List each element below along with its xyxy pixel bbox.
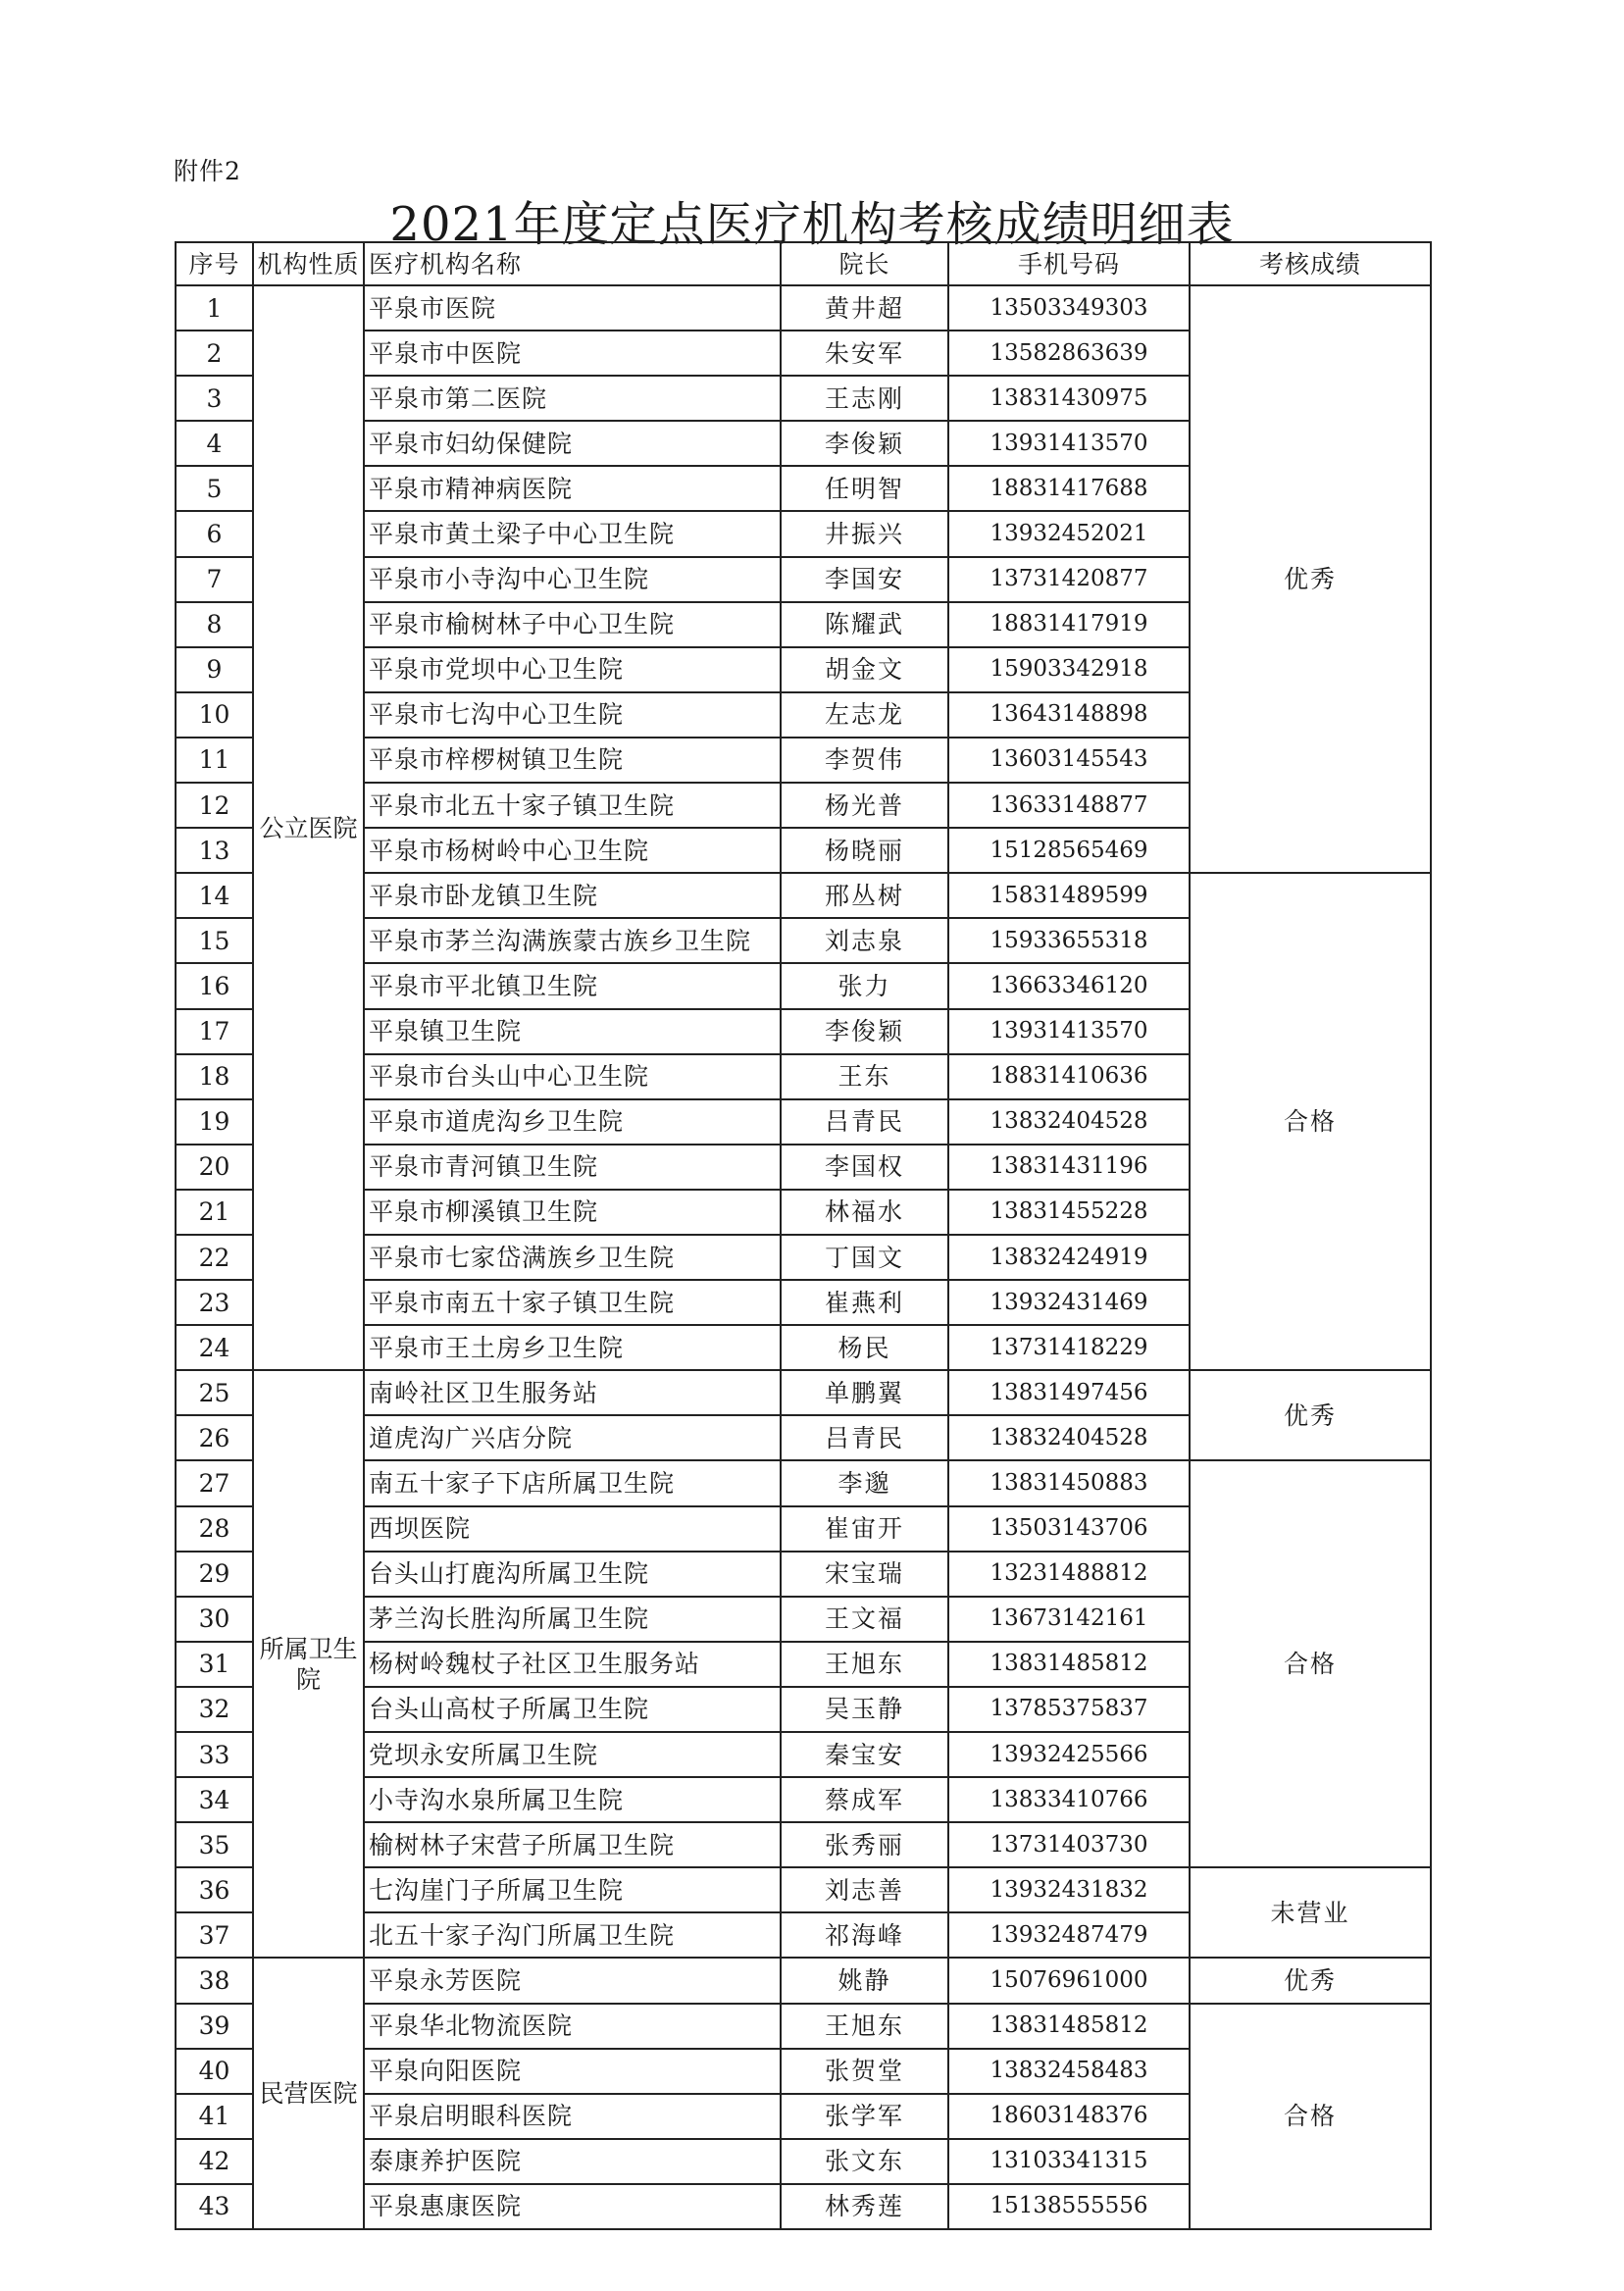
- institution-name: 平泉市七沟中心卫生院: [364, 692, 781, 738]
- row-number: 43: [176, 2184, 253, 2229]
- row-number: 20: [176, 1145, 253, 1190]
- director-name: 王东: [781, 1054, 948, 1099]
- table-row: [176, 2004, 1431, 2049]
- phone-number: 13832404528: [948, 1099, 1190, 1145]
- phone-number: 13831485812: [948, 1642, 1190, 1687]
- row-number: 25: [176, 1370, 253, 1415]
- director-name: 朱安军: [781, 331, 948, 376]
- row-number: 32: [176, 1687, 253, 1732]
- phone-number: 13731420877: [948, 557, 1190, 602]
- director-name: 张贺堂: [781, 2049, 948, 2094]
- institution-name: 平泉市北五十家子镇卫生院: [364, 783, 781, 828]
- institution-name: 平泉惠康医院: [364, 2184, 781, 2229]
- institution-name: 平泉市平北镇卫生院: [364, 963, 781, 1008]
- row-number: 9: [176, 647, 253, 692]
- director-name: 邢丛树: [781, 873, 948, 918]
- institution-name: 南五十家子下店所属卫生院: [364, 1460, 781, 1505]
- phone-number: 13643148898: [948, 692, 1190, 738]
- assessment-grade-cell: 合格: [1190, 1460, 1431, 1867]
- phone-number: 13831450883: [948, 1460, 1190, 1505]
- director-name: 刘志善: [781, 1867, 948, 1912]
- phone-number: 13673142161: [948, 1597, 1190, 1642]
- phone-number: 13731418229: [948, 1325, 1190, 1370]
- director-name: 杨民: [781, 1325, 948, 1370]
- column-header-name: 医疗机构名称: [364, 242, 781, 285]
- institution-name: 平泉市榆树林子中心卫生院: [364, 602, 781, 647]
- assessment-grade-cell: 合格: [1190, 873, 1431, 1370]
- row-number: 40: [176, 2049, 253, 2094]
- row-number: 13: [176, 828, 253, 873]
- phone-number: 18603148376: [948, 2094, 1190, 2139]
- phone-number: 13831485812: [948, 2004, 1190, 2049]
- institution-name: 平泉市道虎沟乡卫生院: [364, 1099, 781, 1145]
- director-name: 李国安: [781, 557, 948, 602]
- director-name: 张秀丽: [781, 1822, 948, 1867]
- row-number: 42: [176, 2139, 253, 2184]
- institution-name: 平泉启明眼科医院: [364, 2094, 781, 2139]
- row-number: 41: [176, 2094, 253, 2139]
- director-name: 崔燕利: [781, 1280, 948, 1325]
- director-name: 李俊颖: [781, 421, 948, 466]
- row-number: 18: [176, 1054, 253, 1099]
- assessment-grade-cell: 优秀: [1190, 285, 1431, 873]
- director-name: 李国权: [781, 1145, 948, 1190]
- institution-name: 平泉市精神病医院: [364, 466, 781, 511]
- phone-number: 13832404528: [948, 1415, 1190, 1460]
- director-name: 秦宝安: [781, 1732, 948, 1777]
- row-number: 16: [176, 963, 253, 1008]
- row-number: 37: [176, 1912, 253, 1958]
- column-header-grade: 考核成绩: [1190, 242, 1431, 285]
- institution-name: 小寺沟水泉所属卫生院: [364, 1777, 781, 1822]
- phone-number: 13832424919: [948, 1235, 1190, 1280]
- director-name: 陈耀武: [781, 602, 948, 647]
- phone-number: 18831417688: [948, 466, 1190, 511]
- phone-number: 13831430975: [948, 376, 1190, 421]
- director-name: 左志龙: [781, 692, 948, 738]
- row-number: 29: [176, 1552, 253, 1597]
- director-name: 蔡成军: [781, 1777, 948, 1822]
- institution-name: 平泉市南五十家子镇卫生院: [364, 1280, 781, 1325]
- phone-number: 13932431469: [948, 1280, 1190, 1325]
- phone-number: 13932452021: [948, 511, 1190, 556]
- director-name: 胡金文: [781, 647, 948, 692]
- institution-name: 茅兰沟长胜沟所属卫生院: [364, 1597, 781, 1642]
- phone-number: 13582863639: [948, 331, 1190, 376]
- institution-name: 台头山打鹿沟所属卫生院: [364, 1552, 781, 1597]
- institution-name: 西坝医院: [364, 1506, 781, 1552]
- director-name: 王旭东: [781, 1642, 948, 1687]
- table-row: [176, 1370, 1431, 1415]
- director-name: 张力: [781, 963, 948, 1008]
- row-number: 21: [176, 1190, 253, 1235]
- institution-name: 平泉市医院: [364, 285, 781, 331]
- director-name: 吕青民: [781, 1415, 948, 1460]
- row-number: 24: [176, 1325, 253, 1370]
- director-name: 刘志泉: [781, 918, 948, 963]
- row-number: 7: [176, 557, 253, 602]
- row-number: 1: [176, 285, 253, 331]
- phone-number: 13931413570: [948, 1009, 1190, 1054]
- phone-number: 18831410636: [948, 1054, 1190, 1099]
- row-number: 10: [176, 692, 253, 738]
- phone-number: 13663346120: [948, 963, 1190, 1008]
- institution-name: 平泉市柳溪镇卫生院: [364, 1190, 781, 1235]
- institution-name: 平泉市七家岱满族乡卫生院: [364, 1235, 781, 1280]
- institution-name: 杨树岭魏杖子社区卫生服务站: [364, 1642, 781, 1687]
- institution-name: 平泉市青河镇卫生院: [364, 1145, 781, 1190]
- table-header-row: [176, 242, 1431, 285]
- institution-name: 北五十家子沟门所属卫生院: [364, 1912, 781, 1958]
- institution-name: 平泉市茅兰沟满族蒙古族乡卫生院: [364, 918, 781, 963]
- assessment-table: [175, 241, 1432, 2230]
- phone-number: 13831455228: [948, 1190, 1190, 1235]
- row-number: 5: [176, 466, 253, 511]
- phone-number: 18831417919: [948, 602, 1190, 647]
- row-number: 33: [176, 1732, 253, 1777]
- row-number: 4: [176, 421, 253, 466]
- director-name: 单鹏翼: [781, 1370, 948, 1415]
- row-number: 22: [176, 1235, 253, 1280]
- phone-number: 13603145543: [948, 738, 1190, 783]
- director-name: 张学军: [781, 2094, 948, 2139]
- director-name: 丁国文: [781, 1235, 948, 1280]
- row-number: 2: [176, 331, 253, 376]
- table-row: [176, 1867, 1431, 1912]
- phone-number: 13931413570: [948, 421, 1190, 466]
- phone-number: 13731403730: [948, 1822, 1190, 1867]
- row-number: 28: [176, 1506, 253, 1552]
- director-name: 张文东: [781, 2139, 948, 2184]
- row-number: 31: [176, 1642, 253, 1687]
- row-number: 11: [176, 738, 253, 783]
- director-name: 祁海峰: [781, 1912, 948, 1958]
- assessment-grade-cell: 合格: [1190, 2004, 1431, 2229]
- institution-name: 平泉向阳医院: [364, 2049, 781, 2094]
- phone-number: 13103341315: [948, 2139, 1190, 2184]
- row-number: 30: [176, 1597, 253, 1642]
- institution-name: 平泉市妇幼保健院: [364, 421, 781, 466]
- institution-name: 平泉市第二医院: [364, 376, 781, 421]
- institution-name: 榆树林子宋营子所属卫生院: [364, 1822, 781, 1867]
- phone-number: 13932431832: [948, 1867, 1190, 1912]
- row-number: 38: [176, 1958, 253, 2003]
- phone-number: 15903342918: [948, 647, 1190, 692]
- row-number: 14: [176, 873, 253, 918]
- phone-number: 13831431196: [948, 1145, 1190, 1190]
- director-name: 李俊颖: [781, 1009, 948, 1054]
- table-row: [176, 285, 1431, 331]
- institution-name: 平泉市卧龙镇卫生院: [364, 873, 781, 918]
- phone-number: 13785375837: [948, 1687, 1190, 1732]
- phone-number: 13932425566: [948, 1732, 1190, 1777]
- director-name: 姚静: [781, 1958, 948, 2003]
- row-number: 35: [176, 1822, 253, 1867]
- director-name: 李邈: [781, 1460, 948, 1505]
- director-name: 杨光普: [781, 783, 948, 828]
- phone-number: 13633148877: [948, 783, 1190, 828]
- phone-number: 13832458483: [948, 2049, 1190, 2094]
- phone-number: 15138555556: [948, 2184, 1190, 2229]
- phone-number: 15933655318: [948, 918, 1190, 963]
- director-name: 王旭东: [781, 2004, 948, 2049]
- assessment-grade-cell: 优秀: [1190, 1958, 1431, 2003]
- institution-type-cell: 所属卫生院: [253, 1370, 364, 1958]
- table-row: [176, 1460, 1431, 1505]
- director-name: 黄井超: [781, 285, 948, 331]
- row-number: 3: [176, 376, 253, 421]
- table-row: [176, 873, 1431, 918]
- institution-name: 平泉市杨树岭中心卫生院: [364, 828, 781, 873]
- phone-number: 15831489599: [948, 873, 1190, 918]
- institution-name: 台头山高杖子所属卫生院: [364, 1687, 781, 1732]
- institution-name: 平泉市黄土梁子中心卫生院: [364, 511, 781, 556]
- phone-number: 13503143706: [948, 1506, 1190, 1552]
- director-name: 宋宝瑞: [781, 1552, 948, 1597]
- director-name: 任明智: [781, 466, 948, 511]
- row-number: 19: [176, 1099, 253, 1145]
- table-row: [176, 1958, 1431, 2003]
- institution-type-cell: 民营医院: [253, 1958, 364, 2229]
- column-header-head: 院长: [781, 242, 948, 285]
- director-name: 王志刚: [781, 376, 948, 421]
- column-header-phone: 手机号码: [948, 242, 1190, 285]
- institution-name: 七沟崖门子所属卫生院: [364, 1867, 781, 1912]
- row-number: 23: [176, 1280, 253, 1325]
- institution-name: 泰康养护医院: [364, 2139, 781, 2184]
- phone-number: 13932487479: [948, 1912, 1190, 1958]
- institution-name: 平泉永芳医院: [364, 1958, 781, 2003]
- phone-number: 13833410766: [948, 1777, 1190, 1822]
- assessment-grade-cell: 未营业: [1190, 1867, 1431, 1958]
- institution-name: 党坝永安所属卫生院: [364, 1732, 781, 1777]
- institution-name: 平泉华北物流医院: [364, 2004, 781, 2049]
- row-number: 39: [176, 2004, 253, 2049]
- institution-type-cell: 公立医院: [253, 285, 364, 1370]
- institution-name: 平泉市梓椤树镇卫生院: [364, 738, 781, 783]
- institution-name: 平泉市王土房乡卫生院: [364, 1325, 781, 1370]
- phone-number: 15076961000: [948, 1958, 1190, 2003]
- row-number: 34: [176, 1777, 253, 1822]
- director-name: 吴玉静: [781, 1687, 948, 1732]
- phone-number: 15128565469: [948, 828, 1190, 873]
- director-name: 杨晓丽: [781, 828, 948, 873]
- row-number: 8: [176, 602, 253, 647]
- row-number: 6: [176, 511, 253, 556]
- row-number: 26: [176, 1415, 253, 1460]
- row-number: 36: [176, 1867, 253, 1912]
- page-title: 2021年度定点医疗机构考核成绩明细表: [389, 197, 1235, 252]
- row-number: 17: [176, 1009, 253, 1054]
- institution-name: 平泉市小寺沟中心卫生院: [364, 557, 781, 602]
- institution-name: 道虎沟广兴店分院: [364, 1415, 781, 1460]
- director-name: 吕青民: [781, 1099, 948, 1145]
- row-number: 15: [176, 918, 253, 963]
- director-name: 王文福: [781, 1597, 948, 1642]
- attachment-label: 附件2: [174, 157, 241, 185]
- institution-name: 南岭社区卫生服务站: [364, 1370, 781, 1415]
- institution-name: 平泉镇卫生院: [364, 1009, 781, 1054]
- director-name: 李贺伟: [781, 738, 948, 783]
- phone-number: 13231488812: [948, 1552, 1190, 1597]
- phone-number: 13503349303: [948, 285, 1190, 331]
- institution-name: 平泉市台头山中心卫生院: [364, 1054, 781, 1099]
- director-name: 林秀莲: [781, 2184, 948, 2229]
- director-name: 井振兴: [781, 511, 948, 556]
- director-name: 崔宙开: [781, 1506, 948, 1552]
- institution-name: 平泉市党坝中心卫生院: [364, 647, 781, 692]
- assessment-grade-cell: 优秀: [1190, 1370, 1431, 1460]
- director-name: 林福水: [781, 1190, 948, 1235]
- row-number: 27: [176, 1460, 253, 1505]
- institution-name: 平泉市中医院: [364, 331, 781, 376]
- row-number: 12: [176, 783, 253, 828]
- phone-number: 13831497456: [948, 1370, 1190, 1415]
- column-header-no: 序号: [176, 242, 253, 285]
- column-header-type: 机构性质: [253, 242, 364, 285]
